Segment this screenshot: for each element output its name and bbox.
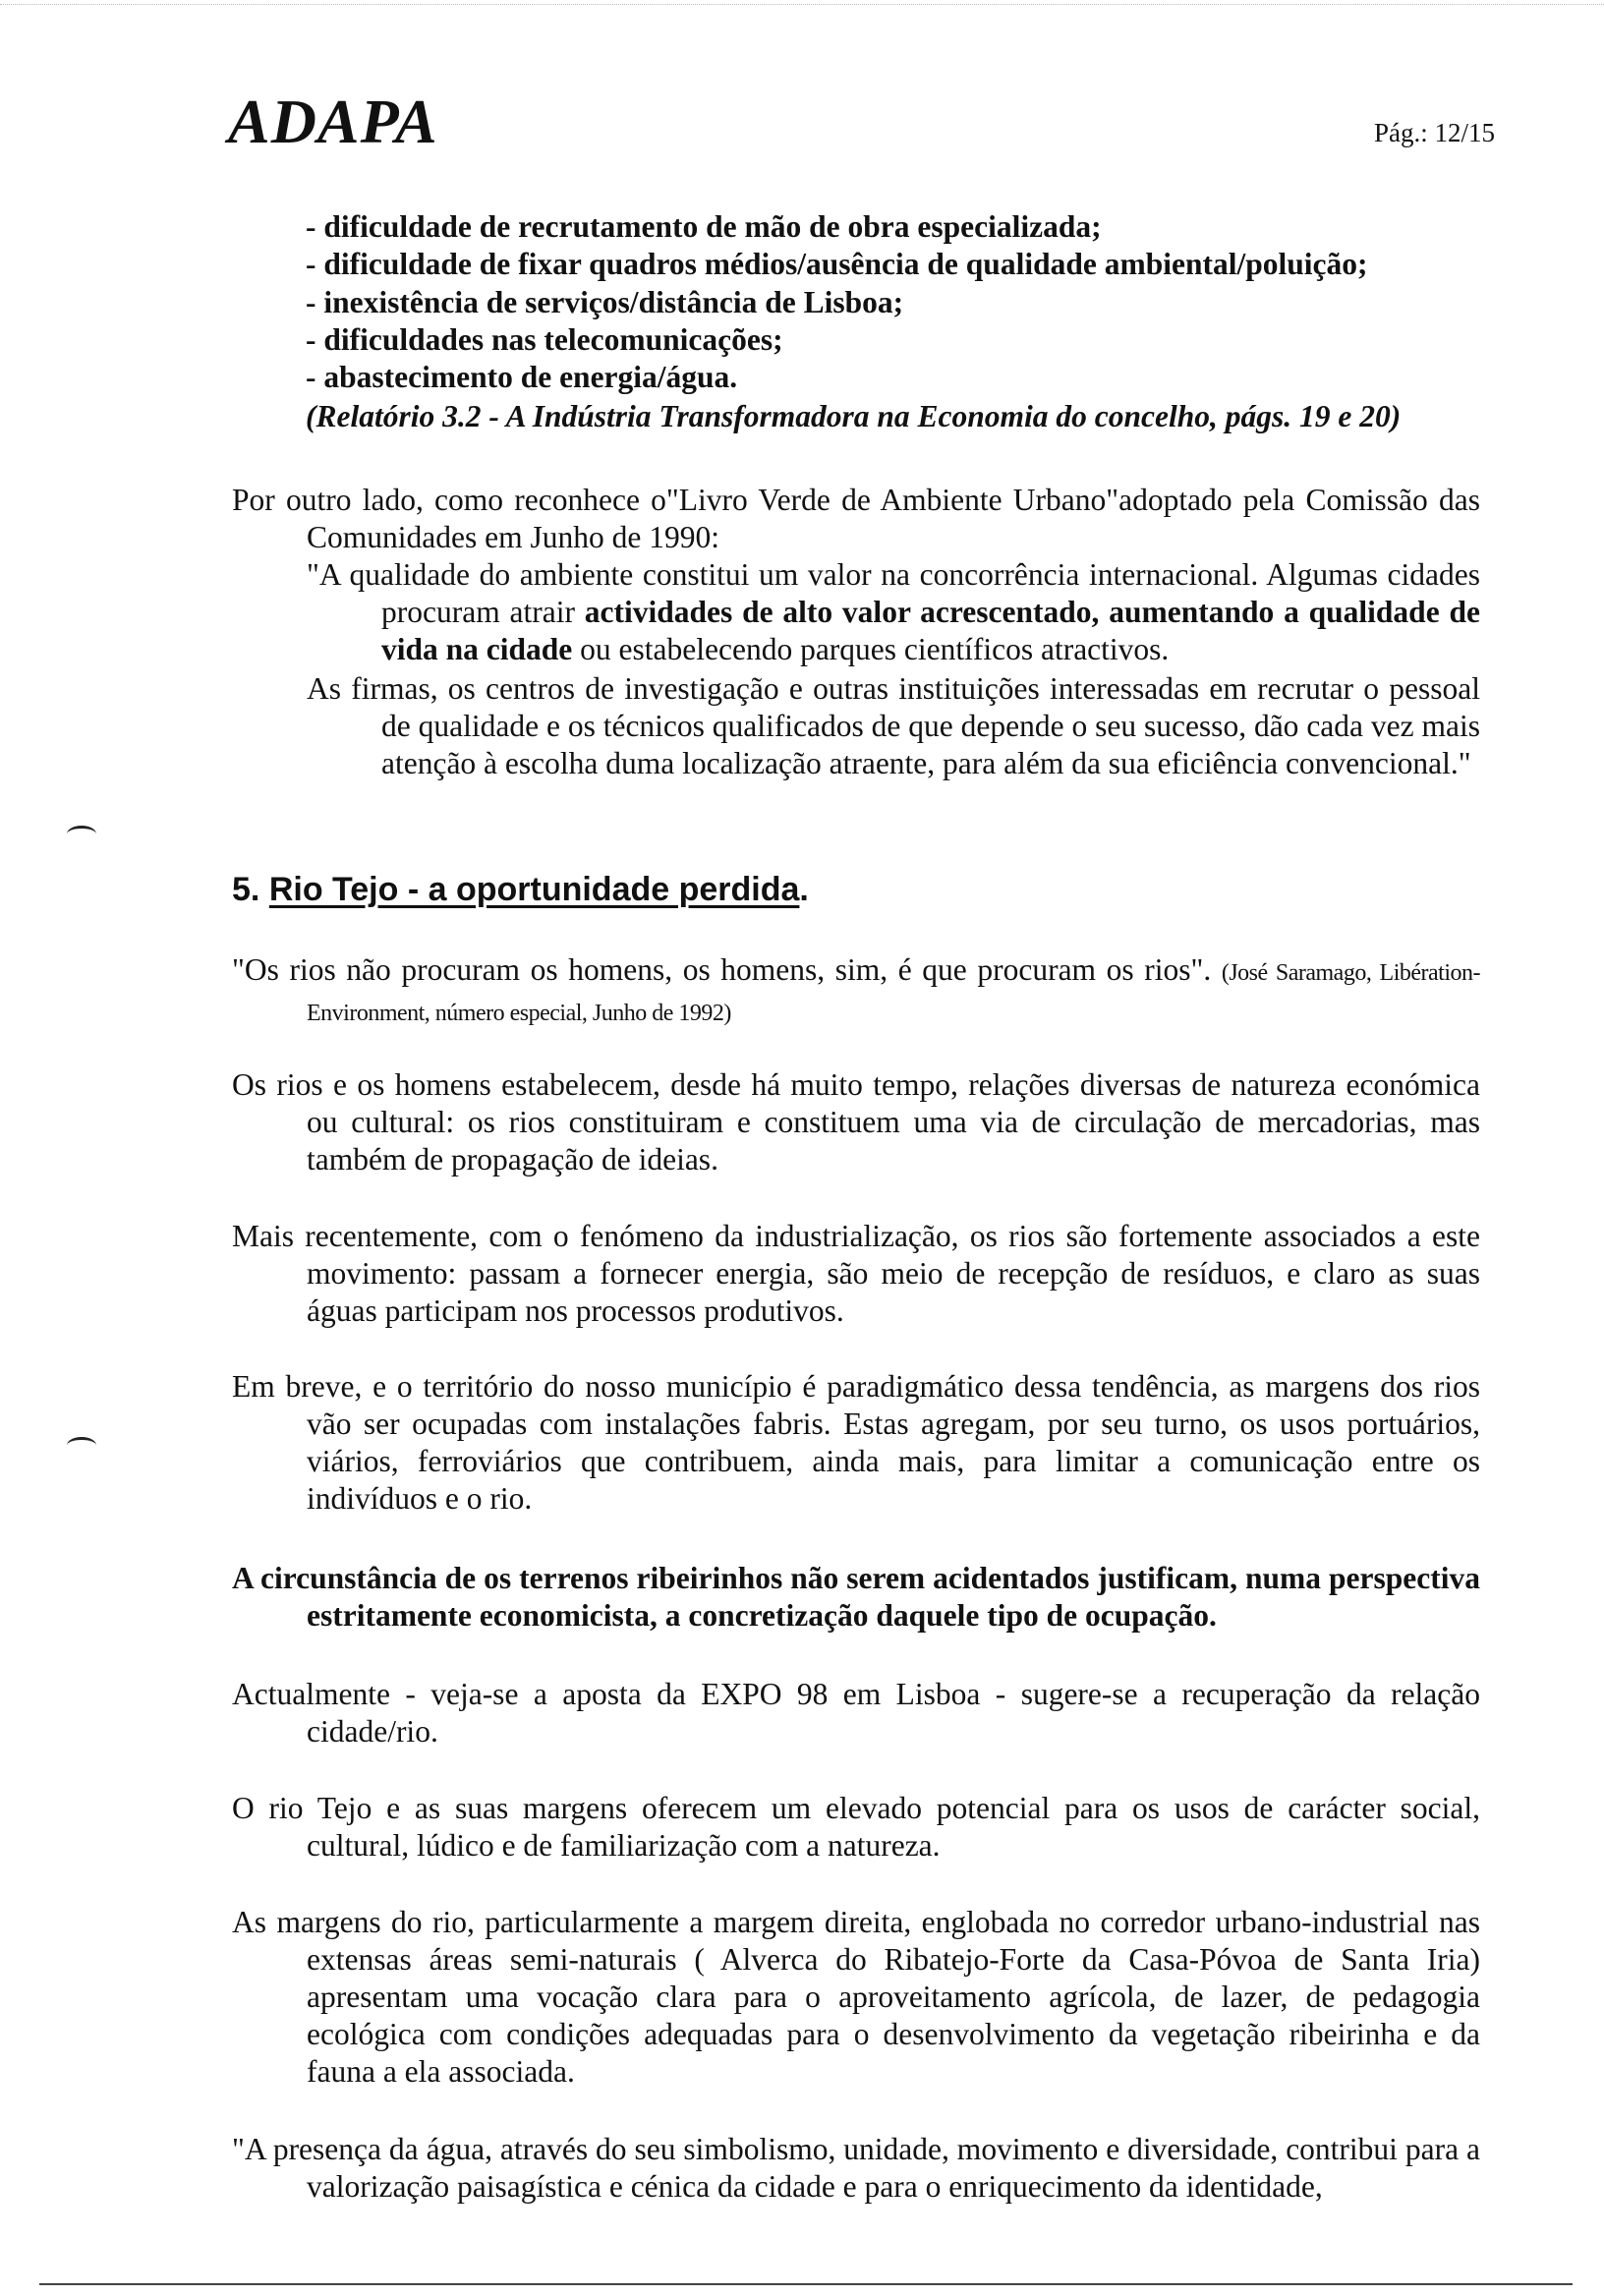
section-number: 5. bbox=[232, 871, 260, 908]
section-heading bbox=[232, 871, 809, 909]
bullet-item: - dificuldade de recrutamento de mão de obra especializada; bbox=[306, 209, 1102, 244]
bullet-item: - dificuldades nas telecomunicações; bbox=[306, 322, 783, 357]
scan-edge bbox=[0, 4, 1604, 5]
report-citation: (Relatório 3.2 - A Indústria Transformadora na Economia do concelho, págs. 19 e 20) bbox=[306, 399, 1402, 433]
livro-verde-quote-2: As firmas, os centros de investigação e outras instituições interessadas em recrutar o pessoal de qualidade e os técnicos qualificados de que depende o seu sucesso, dão cada vez mais atenção à escolha duma localização atraente, para além da sua eficiência convencional." bbox=[307, 671, 1480, 780]
quote-source: (José Saramago, Libération-Environment, número especial, Junho de 1992) bbox=[307, 960, 1480, 1026]
page-number: Pág.: 12/15 bbox=[1374, 118, 1496, 147]
livro-verde-intro: Por outro lado, como reconhece o"Livro Verde de Ambiente Urbano"adoptado pela Comissão das Comunidades em Junho de 1990: bbox=[232, 483, 1480, 554]
paragraph: "A presença da água, através do seu simbolismo, unidade, movimento e diversidade, contribui para a valorização paisagística e cénica da cidade e para o enriquecimento da identidade, bbox=[232, 2132, 1480, 2204]
bullet-item: - inexistência de serviços/distância de Lisboa; bbox=[306, 285, 904, 319]
livro-verde-quote-1 bbox=[307, 556, 1480, 668]
paragraph-emphasis: A circunstância de os terrenos ribeirinhos não serem acidentados justificam, numa perspectiva estritamente economicista, a concretização daquele tipo de ocupação. bbox=[232, 1561, 1480, 1633]
margin-mark bbox=[67, 1437, 96, 1454]
paragraph: O rio Tejo e as suas margens oferecem um elevado potencial para os usos de carácter social, cultural, lúdico e de familiarização com a natureza. bbox=[232, 1791, 1480, 1863]
section-title: Rio Tejo - a oportunidade perdida bbox=[268, 871, 800, 908]
quote-text: ou estabelecendo parques científicos atractivos. bbox=[572, 632, 1170, 666]
saramago-quote bbox=[232, 951, 1480, 1032]
bullet-item: - abastecimento de energia/água. bbox=[306, 360, 738, 394]
bullet-item: - dificuldade de fixar quadros médios/ausência de qualidade ambiental/poluição; bbox=[306, 247, 1368, 281]
paragraph: As margens do rio, particularmente a margem direita, englobada no corredor urbano-industrial nas extensas áreas semi-naturais ( Alverca do Ribatejo-Forte da Casa-Póvoa de Santa Iria) apresentam uma vocação clara para o aproveitamento agrícola, de lazer, de pedagogia ecológica com condições adequadas para o desenvolvimento da vegetação ribeirinha e da fauna a ela associada. bbox=[232, 1905, 1480, 2089]
paragraph: Em breve, e o território do nosso município é paradigmático dessa tendência, as margens dos rios vão ser ocupadas com instalações fabris. Estas agregam, por seu turno, os usos portuários, viários, ferroviários que contribuem, ainda mais, para limitar a comunicação entre os indivíduos e o rio. bbox=[232, 1369, 1480, 1516]
footer-rule bbox=[39, 2283, 1573, 2285]
quote-emphasis: actividades de alto valor acrescentado, aumentando a qualidade de vida na cidade bbox=[381, 595, 1480, 666]
logo: ADAPA bbox=[228, 86, 438, 156]
paragraph: Os rios e os homens estabelecem, desde há muito tempo, relações diversas de natureza económica ou cultural: os rios constituiram e constituem uma via de circulação de mercadorias, mas também de propagação de ideias. bbox=[232, 1067, 1480, 1177]
quote-text: "A qualidade do ambiente constitui um valor na concorrência internacional. Algumas cidades procuram atrair bbox=[307, 557, 1480, 629]
margin-mark bbox=[67, 826, 96, 842]
paragraph: Actualmente - veja-se a aposta da EXPO 98 em Lisboa - sugere-se a recuperação da relação cidade/rio. bbox=[232, 1677, 1480, 1749]
quote-text: "Os rios não procuram os homens, os homens, sim, é que procuram os rios". bbox=[232, 952, 1222, 987]
section-period: . bbox=[799, 871, 809, 908]
paragraph: Mais recentemente, com o fenómeno da industrialização, os rios são fortemente associados a este movimento: passam a fornecer energia, são meio de recepção de resíduos, e claro as suas águas participam nos processos produtivos. bbox=[232, 1219, 1480, 1328]
